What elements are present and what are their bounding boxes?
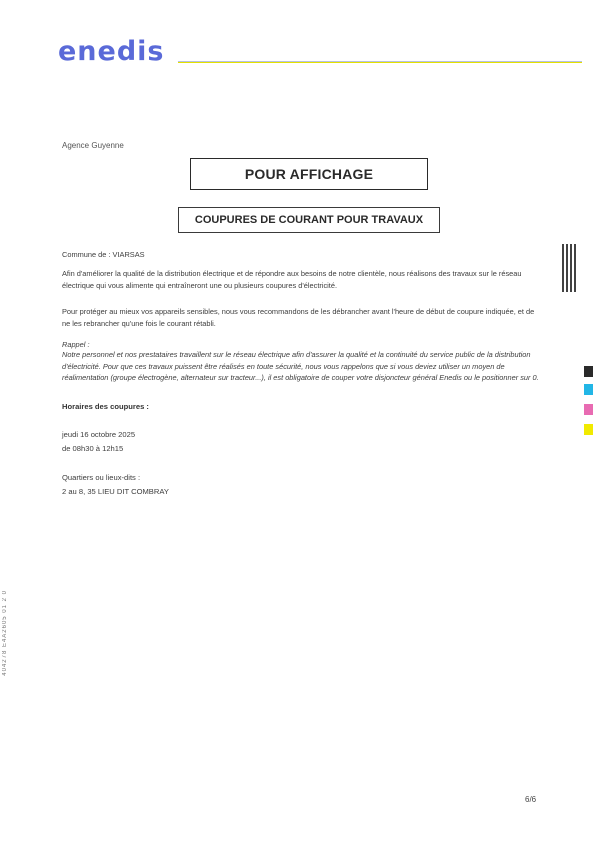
color-swatch-magenta — [584, 404, 593, 415]
outage-date: jeudi 16 octobre 2025 — [62, 430, 136, 439]
outage-time: de 08h30 à 12h15 — [62, 444, 124, 453]
hours-label: Horaires des coupures : — [62, 402, 149, 411]
color-swatch-cyan — [584, 384, 593, 395]
color-swatch-yellow — [584, 424, 593, 435]
notice-title: POUR AFFICHAGE — [244, 166, 374, 182]
qr-code-icon — [562, 244, 577, 292]
margin-reference: 404278 E4A2605 01 2 0 — [2, 590, 8, 676]
advice-paragraph: Pour protéger au mieux vos appareils sensibles, nous vous recommandons de les débrancher avant l'heure de début de coupure indiquée, et de ne les rebrancher qu'une fois le courant rétabli. — [62, 307, 535, 328]
intro-paragraph: Afin d'améliorer la qualité de la distribution électrique et de répondre aux besoins de notre clientèle, nous réalisons des travaux sur le réseau électrique qui vous alimente qui entraîneront une ou plusieurs coupures d'électricité. — [62, 269, 522, 290]
notice-subtitle-box — [178, 207, 440, 233]
reminder-heading: Rappel : — [62, 340, 90, 349]
page-number: 6/6 — [525, 795, 537, 804]
commune-line: Commune de : VIARSAS — [62, 250, 145, 259]
agency-name: Agence Guyenne — [62, 141, 124, 150]
color-swatch-black — [584, 366, 593, 377]
header-rule — [178, 61, 582, 63]
areas-value: 2 au 8, 35 LIEU DIT COMBRAY — [62, 487, 169, 496]
areas-label: Quartiers ou lieux-dits : — [62, 473, 141, 482]
enedis-logo: enedis — [58, 36, 165, 67]
notice-subtitle: COUPURES DE COURANT POUR TRAVAUX — [194, 214, 424, 226]
notice-title-box — [190, 158, 428, 190]
reminder-text: Notre personnel et nos prestataires travaillent sur le réseau électrique afin d'assurer la qualité et la continuité du service public de la distribution d'électricité. Pour que ces travaux puissent être réalisés en toute sécurité, nous vous rappelons que si vous deviez utiliser un moyen de réalimentation (groupe électrogène, alternateur sur tracteur...), il est obligatoire de couper votre disjoncteur général Enedis ou le positionner sur 0. — [62, 350, 539, 382]
